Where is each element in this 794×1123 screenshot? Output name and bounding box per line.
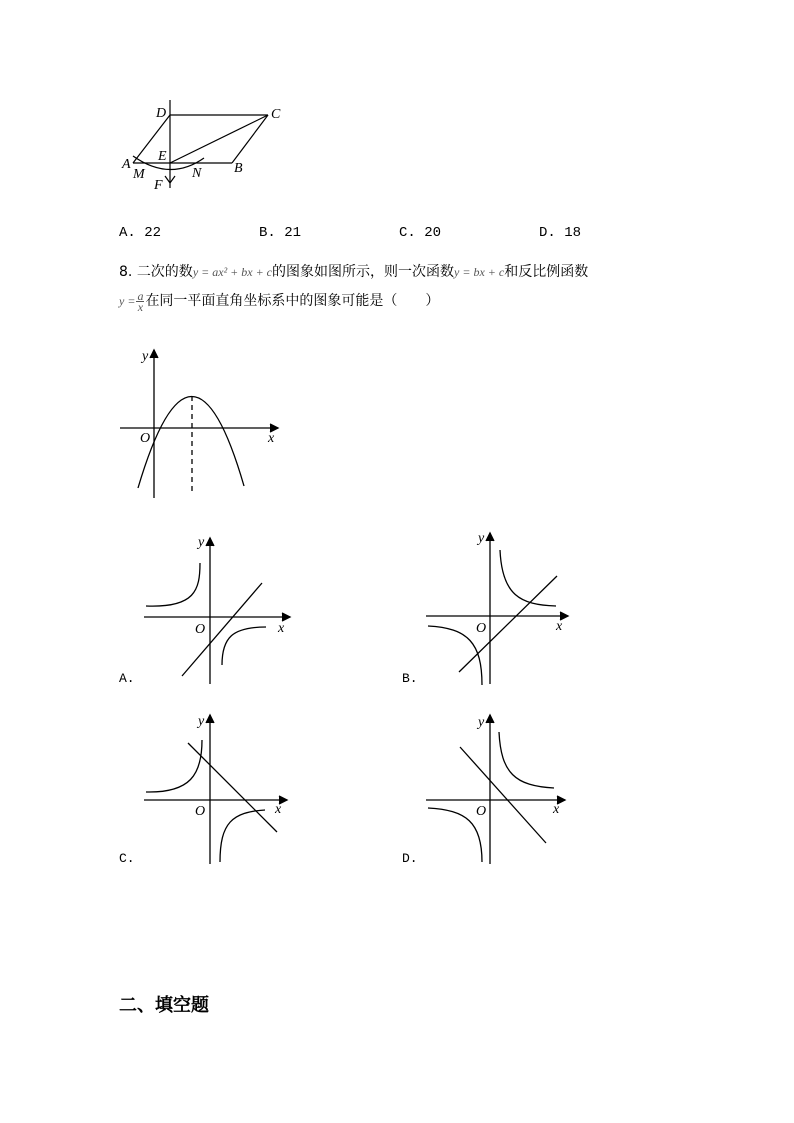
choice-c-label: C.: [119, 851, 135, 866]
axis-label-x: x: [556, 619, 563, 634]
axis-label-y: y: [198, 714, 205, 729]
axis-label-y: y: [478, 715, 485, 730]
section-title-fill-in: 二、填空题: [119, 995, 209, 1016]
axis-label-x: x: [553, 802, 560, 817]
axis-label-x: x: [268, 431, 275, 446]
label-d: D: [156, 106, 167, 121]
axis-label-y: y: [198, 535, 205, 550]
choice-a-label: A.: [119, 671, 135, 686]
option-a: A. 22: [119, 225, 162, 241]
hyperbola-branch-3: [428, 808, 482, 862]
equation-quadratic: y = ax² + bx + c: [192, 265, 273, 279]
label-m: M: [133, 167, 145, 182]
question-number: 8.: [119, 264, 133, 280]
hyperbola-branch-1: [499, 732, 554, 788]
question-text-2: 的图象如图所示，则一次函数: [272, 264, 455, 280]
question-text-4: 在同一平面直角坐标系中的图象可能是（ ）: [145, 293, 440, 309]
label-n: N: [192, 166, 202, 181]
label-b: B: [234, 161, 243, 176]
option-b: B. 21: [259, 225, 302, 241]
fraction-denominator: x: [137, 299, 144, 314]
y-axis-arrow: [486, 715, 494, 723]
origin-label: O: [195, 804, 206, 819]
linear-line: [460, 747, 546, 843]
label-a: A: [122, 157, 131, 172]
choice-b-label: B.: [402, 671, 418, 686]
origin-label: O: [195, 622, 206, 637]
choice-d-label: D.: [402, 851, 418, 866]
option-c: C. 20: [399, 225, 442, 241]
origin-label: O: [476, 804, 487, 819]
origin-label: O: [476, 621, 487, 636]
axis-label-y: y: [142, 349, 149, 364]
question-text-3: 和反比例函数: [504, 264, 589, 280]
axis-label-x: x: [275, 802, 282, 817]
option-d: D. 18: [539, 225, 582, 241]
axis-label-y: y: [478, 531, 485, 546]
label-f: F: [154, 178, 163, 193]
equation-linear: y = bx + c: [454, 265, 505, 279]
label-c: C: [271, 107, 281, 122]
label-e: E: [158, 149, 167, 164]
fraction-numerator: a: [137, 288, 144, 303]
question-text-1: 二次的数: [136, 264, 193, 280]
equation-inverse-lhs: y =: [119, 294, 136, 308]
origin-label: O: [140, 431, 151, 446]
axis-label-x: x: [278, 621, 285, 636]
